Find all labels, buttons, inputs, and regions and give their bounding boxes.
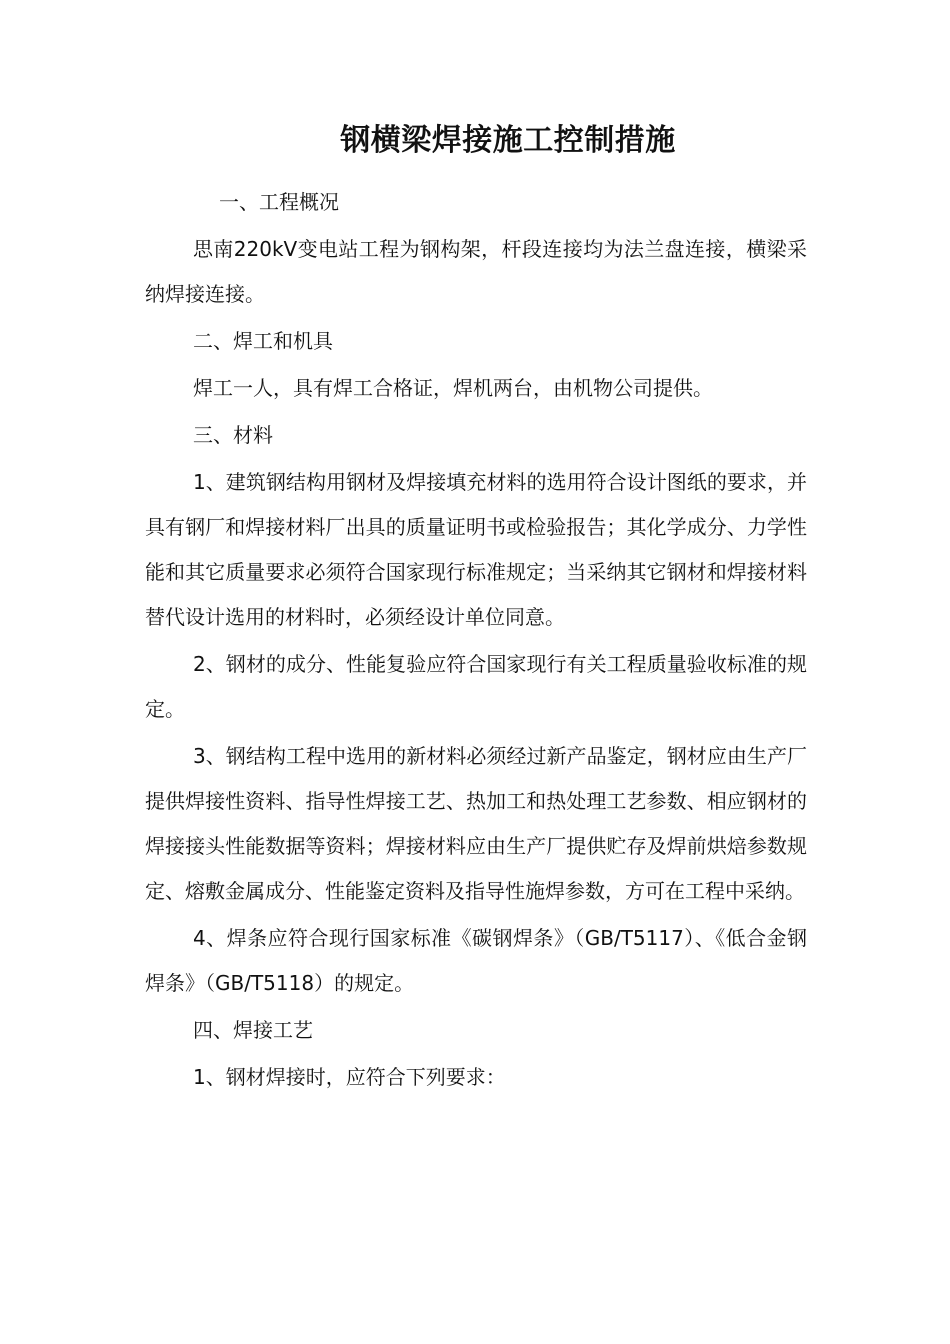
section-heading-welders-equipment: 二、焊工和机具 xyxy=(193,329,333,353)
section-heading-welding-process: 四、焊接工艺 xyxy=(193,1018,313,1042)
section-heading-overview: 一、工程概况 xyxy=(219,190,339,214)
section-heading-materials: 三、材料 xyxy=(193,423,273,447)
document-title: 钢横梁焊接施工控制措施 xyxy=(340,123,676,158)
paragraph-materials-3: 3、钢结构工程中选用的新材料必须经过新产品鉴定，钢材应由生产厂提供焊接性资料、指导性焊接工艺、热加工和热处理工艺参数、相应钢材的焊接接头性能数据等资料；焊接材料应由生产厂提供贮存及焊前烘焙参数规定、熔敷金属成分、性能鉴定资料及指导性施焊参数，方可在工程中采纳。 xyxy=(145,744,807,903)
paragraph-overview: 思南220kV变电站工程为钢构架，杆段连接均为法兰盘连接，横梁采纳焊接连接。 xyxy=(145,237,807,306)
paragraph-welding-process-1: 1、钢材焊接时，应符合下列要求： xyxy=(193,1065,506,1089)
paragraph-materials-2: 2、钢材的成分、性能复验应符合国家现行有关工程质量验收标准的规定。 xyxy=(145,652,807,721)
paragraph-materials-4: 4、焊条应符合现行国家标准《碳钢焊条》（GB/T5117）、《低合金钢焊条》（GB/T5118）的规定。 xyxy=(145,926,807,995)
document-body xyxy=(145,180,807,1102)
paragraph-materials-1: 1、建筑钢结构用钢材及焊接填充材料的选用符合设计图纸的要求，并具有钢厂和焊接材料厂出具的质量证明书或检验报告；其化学成分、力学性能和其它质量要求必须符合国家现行标准规定；当采纳其它钢材和焊接材料替代设计选用的材料时，必须经设计单位同意。 xyxy=(145,470,807,629)
paragraph-welders-equipment: 焊工一人，具有焊工合格证，焊机两台，由机物公司提供。 xyxy=(193,376,713,400)
